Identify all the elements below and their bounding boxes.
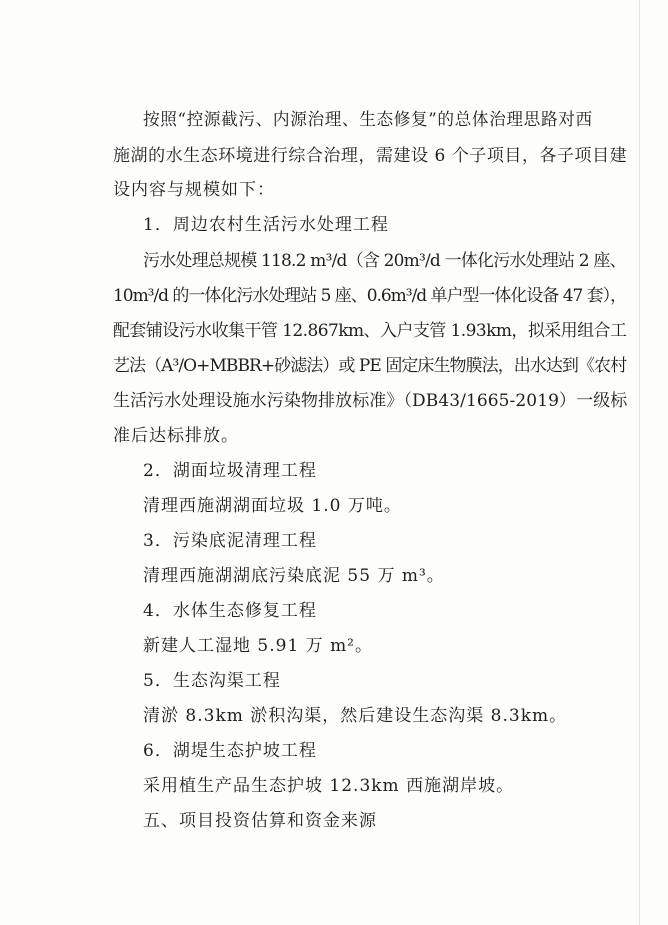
item-6-heading: 6．湖堤生态护坡工程 <box>143 741 317 761</box>
item-4-heading: 4．水体生态修复工程 <box>143 601 317 621</box>
item-5-heading: 5．生态沟渠工程 <box>143 671 281 691</box>
item-3-heading: 3．污染底泥清理工程 <box>143 531 317 551</box>
item-2-body: 清理西施湖湖面垃圾 1.0 万吨。 <box>143 496 402 516</box>
page-edge-line <box>639 0 640 925</box>
item-1-body-line-5: 生活污水处理设施水污染物排放标准》（DB43/1665-2019）一级标 <box>113 391 628 411</box>
item-1-body-line-4: 艺法（A³/O+MBBR+砂滤法）或 PE 固定床生物膜法，出水达到《农村 <box>113 356 627 376</box>
intro-line-2: 施湖的水生态环境进行综合治理，需建设 6 个子项目，各子项目建 <box>113 146 628 166</box>
item-1-heading: 1．周边农村生活污水处理工程 <box>143 215 389 235</box>
section-5-heading: 五、项目投资估算和资金来源 <box>143 811 377 831</box>
item-1-body-line-1: 污水处理总规模 118.2 m³/d（含 20m³/d 一体化污水处理站 2 座、 <box>143 251 626 271</box>
intro-line-3: 设内容与规模如下： <box>113 180 275 200</box>
item-1-body-line-3: 配套铺设污水收集干管 12.867km、入户支管 1.93km，拟采用组合工 <box>113 321 627 341</box>
item-4-body: 新建人工湿地 5.91 万 m²。 <box>143 636 373 656</box>
intro-line-1: 按照“控源截污、内源治理、生态修复”的总体治理思路对西 <box>143 110 593 130</box>
item-2-heading: 2．湖面垃圾清理工程 <box>143 461 317 481</box>
item-1-body-line-6: 准后达标排放。 <box>113 426 239 446</box>
item-6-body: 采用植生产品生态护坡 12.3km 西施湖岸坡。 <box>143 776 515 796</box>
item-1-body-line-2: 10m³/d 的一体化污水处理站 5 座、0.6m³/d 单户型一体化设备 47 套）， <box>113 286 627 306</box>
item-3-body: 清理西施湖湖底污染底泥 55 万 m³。 <box>143 566 445 586</box>
item-5-body: 清淤 8.3km 淤积沟渠，然后建设生态沟渠 8.3km。 <box>143 706 568 726</box>
